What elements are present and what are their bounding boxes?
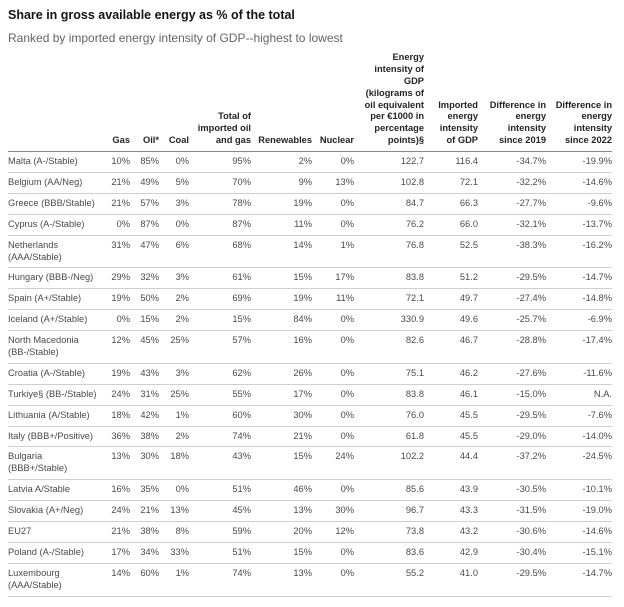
column-header: Coal [159,50,189,152]
column-header: Difference in energy intensity since 2019 [478,50,546,152]
value-cell: 3% [159,193,189,214]
value-cell: 46% [251,480,312,501]
value-cell: 0% [312,152,354,173]
value-cell: 38% [130,426,159,447]
value-cell: 83.8 [354,268,424,289]
value-cell: 84.7 [354,193,424,214]
value-cell: 96.7 [354,501,424,522]
value-cell: -17.4% [546,331,612,364]
energy-table [8,50,612,597]
value-cell: 10% [100,152,130,173]
value-cell: 21% [130,501,159,522]
country-cell: Luxembourg (AAA/Stable) [8,563,100,596]
value-cell: 25% [159,331,189,364]
table-header [8,50,612,152]
table-row [8,384,612,405]
table-body [8,152,612,596]
country-cell: Spain (A+/Stable) [8,289,100,310]
value-cell: 85% [130,152,159,173]
value-cell: -10.1% [546,480,612,501]
value-cell: 16% [251,331,312,364]
value-cell: 49% [130,173,159,194]
value-cell: 85.6 [354,480,424,501]
value-cell: -11.6% [546,363,612,384]
value-cell: 57% [189,331,251,364]
value-cell: 29% [100,268,130,289]
value-cell: -28.8% [478,331,546,364]
value-cell: 76.8 [354,235,424,268]
value-cell: 11% [312,289,354,310]
value-cell: 2% [251,152,312,173]
column-header: Gas [100,50,130,152]
country-cell: Latvia A/Stable [8,480,100,501]
value-cell: 26% [251,363,312,384]
value-cell: -14.0% [546,426,612,447]
column-header: Oil* [130,50,159,152]
value-cell: 45.5 [424,426,478,447]
page-subtitle: Ranked by imported energy intensity of GDP--highest to lowest [8,31,343,45]
value-cell: 330.9 [354,310,424,331]
value-cell: 18% [159,447,189,480]
value-cell: 3% [159,363,189,384]
value-cell: -29.5% [478,268,546,289]
table-header-row [8,50,612,152]
value-cell: 51% [189,542,251,563]
table-row [8,173,612,194]
value-cell: 24% [312,447,354,480]
value-cell: 45.5 [424,405,478,426]
value-cell: 13% [251,501,312,522]
table-row [8,542,612,563]
value-cell: 46.7 [424,331,478,364]
country-cell: Cyprus (A-/Stable) [8,214,100,235]
value-cell: -34.7% [478,152,546,173]
value-cell: -14.7% [546,268,612,289]
table-row [8,235,612,268]
country-cell: Croatia (A-/Stable) [8,363,100,384]
value-cell: 43.3 [424,501,478,522]
value-cell: 75.1 [354,363,424,384]
column-header: Renewables [251,50,312,152]
country-cell: Malta (A-/Stable) [8,152,100,173]
country-cell: Iceland (A+/Stable) [8,310,100,331]
value-cell: 20% [251,522,312,543]
value-cell: 73.8 [354,522,424,543]
value-cell: -14.8% [546,289,612,310]
value-cell: -31.5% [478,501,546,522]
value-cell: 21% [100,522,130,543]
value-cell: 19% [251,193,312,214]
country-cell: Hungary (BBB-/Neg) [8,268,100,289]
value-cell: 44.4 [424,447,478,480]
table-row [8,480,612,501]
value-cell: -14.7% [546,563,612,596]
value-cell: 25% [159,384,189,405]
value-cell: 84% [251,310,312,331]
value-cell: 0% [100,214,130,235]
value-cell: 6% [159,235,189,268]
value-cell: 15% [251,447,312,480]
value-cell: 87% [189,214,251,235]
value-cell: 102.2 [354,447,424,480]
value-cell: 83.8 [354,384,424,405]
value-cell: 30% [312,501,354,522]
value-cell: 19% [100,363,130,384]
value-cell: 0% [312,384,354,405]
country-cell: Turkiye§ (BB-/Stable) [8,384,100,405]
value-cell: 3% [159,268,189,289]
value-cell: 21% [100,173,130,194]
column-header: Total of imported oil and gas [189,50,251,152]
value-cell: 13% [100,447,130,480]
value-cell: 30% [130,447,159,480]
value-cell: 38% [130,522,159,543]
value-cell: 66.3 [424,193,478,214]
value-cell: 2% [159,289,189,310]
value-cell: 55.2 [354,563,424,596]
value-cell: 41.0 [424,563,478,596]
value-cell: 31% [100,235,130,268]
value-cell: 47% [130,235,159,268]
table-row [8,152,612,173]
value-cell: 43% [130,363,159,384]
value-cell: -27.4% [478,289,546,310]
value-cell: 8% [159,522,189,543]
value-cell: 43% [189,447,251,480]
value-cell: -13.7% [546,214,612,235]
value-cell: 30% [251,405,312,426]
value-cell: 66.0 [424,214,478,235]
value-cell: 15% [251,542,312,563]
column-header: Energy intensity of GDP (kilograms of oil equivalent per €1000 in percentage points)§ [354,50,424,152]
table-row [8,289,612,310]
value-cell: -29.0% [478,426,546,447]
value-cell: 2% [159,426,189,447]
value-cell: -30.4% [478,542,546,563]
value-cell: -19.0% [546,501,612,522]
value-cell: 46.2 [424,363,478,384]
value-cell: 42% [130,405,159,426]
value-cell: 45% [130,331,159,364]
value-cell: 0% [159,214,189,235]
value-cell: -9.6% [546,193,612,214]
country-column-header [8,50,100,152]
value-cell: 72.1 [354,289,424,310]
value-cell: 0% [312,331,354,364]
value-cell: 78% [189,193,251,214]
value-cell: 62% [189,363,251,384]
value-cell: 72.1 [424,173,478,194]
value-cell: -27.7% [478,193,546,214]
value-cell: 33% [159,542,189,563]
value-cell: 60% [130,563,159,596]
table-row [8,501,612,522]
column-header: Nuclear [312,50,354,152]
country-cell: Poland (A-/Stable) [8,542,100,563]
table-row [8,214,612,235]
value-cell: -15.0% [478,384,546,405]
value-cell: 59% [189,522,251,543]
value-cell: 83.6 [354,542,424,563]
value-cell: 12% [100,331,130,364]
country-cell: North Macedonia (BB-/Stable) [8,331,100,364]
value-cell: 43.9 [424,480,478,501]
value-cell: 9% [251,173,312,194]
value-cell: 49.7 [424,289,478,310]
value-cell: -14.6% [546,173,612,194]
value-cell: 61% [189,268,251,289]
value-cell: -19.9% [546,152,612,173]
country-cell: Lithuania (A/Stable) [8,405,100,426]
value-cell: 17% [100,542,130,563]
value-cell: -38.3% [478,235,546,268]
country-cell: Italy (BBB+/Positive) [8,426,100,447]
value-cell: 49.6 [424,310,478,331]
value-cell: -32.2% [478,173,546,194]
value-cell: 13% [159,501,189,522]
value-cell: 51.2 [424,268,478,289]
value-cell: 0% [312,480,354,501]
value-cell: 0% [159,480,189,501]
table-row [8,268,612,289]
value-cell: 61.8 [354,426,424,447]
country-cell: Greece (BBB/Stable) [8,193,100,214]
value-cell: 0% [312,193,354,214]
value-cell: 55% [189,384,251,405]
table-row [8,426,612,447]
table-row [8,405,612,426]
value-cell: 0% [100,310,130,331]
value-cell: 116.4 [424,152,478,173]
value-cell: 31% [130,384,159,405]
column-header: Difference in energy intensity since 2022 [546,50,612,152]
value-cell: -29.5% [478,563,546,596]
value-cell: 16% [100,480,130,501]
value-cell: 69% [189,289,251,310]
table-row [8,193,612,214]
value-cell: 42.9 [424,542,478,563]
value-cell: -25.7% [478,310,546,331]
value-cell: 14% [100,563,130,596]
value-cell: 87% [130,214,159,235]
value-cell: 95% [189,152,251,173]
value-cell: 21% [251,426,312,447]
value-cell: 0% [159,152,189,173]
value-cell: -15.1% [546,542,612,563]
value-cell: 102.8 [354,173,424,194]
value-cell: 82.6 [354,331,424,364]
value-cell: 1% [312,235,354,268]
value-cell: 2% [159,310,189,331]
value-cell: 76.0 [354,405,424,426]
value-cell: 34% [130,542,159,563]
value-cell: -24.5% [546,447,612,480]
value-cell: 1% [159,405,189,426]
value-cell: 1% [159,563,189,596]
country-cell: EU27 [8,522,100,543]
value-cell: 24% [100,384,130,405]
value-cell: N.A. [546,384,612,405]
value-cell: 43.2 [424,522,478,543]
value-cell: 15% [189,310,251,331]
country-cell: Bulgaria (BBB+/Stable) [8,447,100,480]
value-cell: 19% [100,289,130,310]
value-cell: 14% [251,235,312,268]
value-cell: 19% [251,289,312,310]
value-cell: 5% [159,173,189,194]
value-cell: 60% [189,405,251,426]
value-cell: -32.1% [478,214,546,235]
table-row [8,447,612,480]
value-cell: 70% [189,173,251,194]
column-header: Imported energy intensity of GDP [424,50,478,152]
value-cell: 50% [130,289,159,310]
value-cell: -7.6% [546,405,612,426]
value-cell: 11% [251,214,312,235]
value-cell: 122.7 [354,152,424,173]
value-cell: -14.6% [546,522,612,543]
value-cell: 45% [189,501,251,522]
value-cell: -29.5% [478,405,546,426]
value-cell: 21% [100,193,130,214]
country-cell: Slovakia (A+/Neg) [8,501,100,522]
value-cell: 0% [312,214,354,235]
value-cell: -30.5% [478,480,546,501]
table-row [8,563,612,596]
table-row [8,363,612,384]
value-cell: 57% [130,193,159,214]
value-cell: 17% [312,268,354,289]
value-cell: 13% [251,563,312,596]
value-cell: 24% [100,501,130,522]
value-cell: -16.2% [546,235,612,268]
value-cell: 0% [312,426,354,447]
value-cell: -27.6% [478,363,546,384]
page-title: Share in gross available energy as % of the total [8,8,295,22]
value-cell: 35% [130,480,159,501]
value-cell: 15% [251,268,312,289]
value-cell: 0% [312,363,354,384]
value-cell: -30.6% [478,522,546,543]
value-cell: 0% [312,563,354,596]
value-cell: 51% [189,480,251,501]
value-cell: -37.2% [478,447,546,480]
table-row [8,310,612,331]
value-cell: -6.9% [546,310,612,331]
value-cell: 12% [312,522,354,543]
value-cell: 52.5 [424,235,478,268]
value-cell: 0% [312,542,354,563]
value-cell: 13% [312,173,354,194]
value-cell: 0% [312,405,354,426]
table-row [8,522,612,543]
country-cell: Netherlands (AAA/Stable) [8,235,100,268]
value-cell: 74% [189,426,251,447]
value-cell: 46.1 [424,384,478,405]
value-cell: 18% [100,405,130,426]
value-cell: 36% [100,426,130,447]
value-cell: 17% [251,384,312,405]
value-cell: 68% [189,235,251,268]
value-cell: 0% [312,310,354,331]
value-cell: 32% [130,268,159,289]
table-row [8,331,612,364]
country-cell: Belgium (AA/Neg) [8,173,100,194]
value-cell: 76.2 [354,214,424,235]
value-cell: 74% [189,563,251,596]
value-cell: 15% [130,310,159,331]
